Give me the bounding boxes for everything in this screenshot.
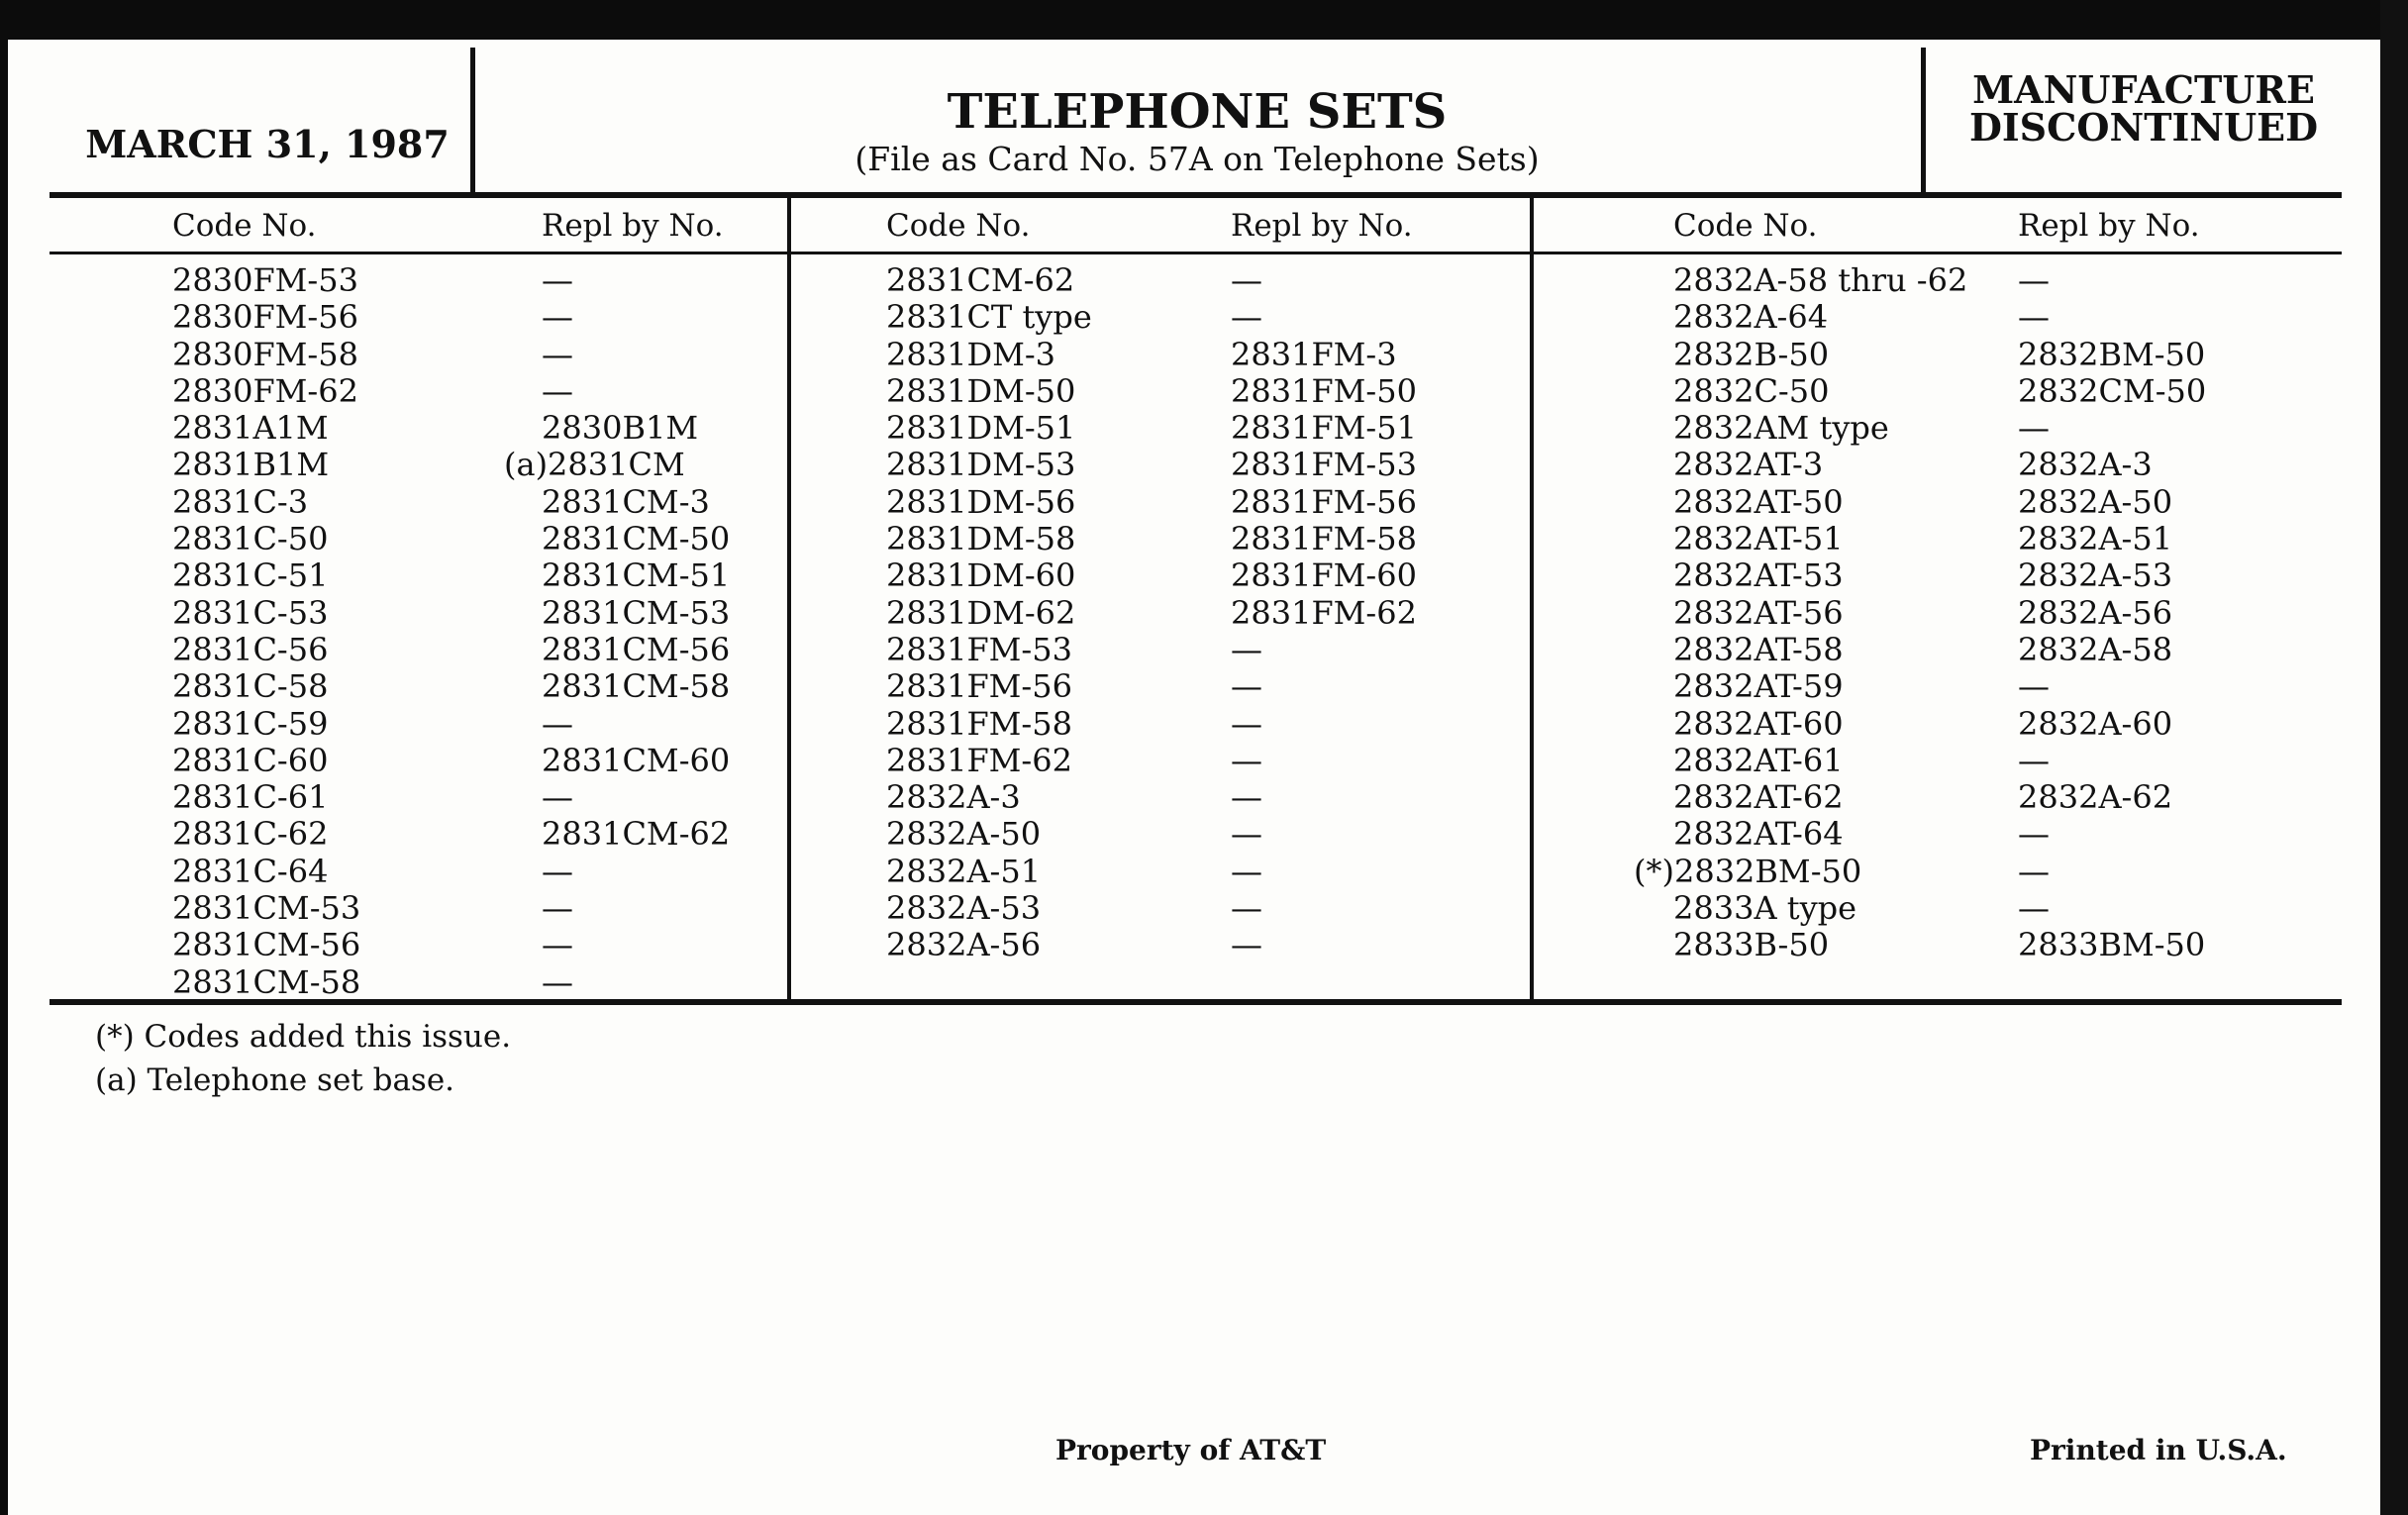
footnote-set-base: (a) Telephone set base. bbox=[95, 1062, 455, 1098]
replacement-number: — bbox=[1231, 852, 1262, 890]
column-header-code-1: Code No. bbox=[172, 208, 317, 244]
footnote-added-codes: (*) Codes added this issue. bbox=[95, 1019, 512, 1055]
code-number: 2831DM-60 bbox=[886, 556, 1076, 595]
replacement-number: 2832A-50 bbox=[2018, 482, 2173, 521]
replacement-number: — bbox=[542, 261, 573, 299]
code-number: 2831FM-58 bbox=[886, 704, 1072, 743]
header-row-rule bbox=[50, 252, 2342, 254]
code-number: 2830FM-58 bbox=[172, 335, 358, 373]
code-number: 2832A-3 bbox=[886, 778, 1021, 817]
code-number: 2830FM-62 bbox=[172, 371, 358, 410]
table-section-1 bbox=[172, 262, 747, 1001]
code-number: 2831C-3 bbox=[172, 482, 309, 521]
code-number: 2832AT-62 bbox=[1673, 778, 1844, 817]
table-row bbox=[1673, 410, 2307, 447]
replacement-number: — bbox=[542, 889, 573, 928]
table-row bbox=[1673, 890, 2307, 927]
table-row bbox=[172, 964, 747, 1001]
code-number: 2831C-59 bbox=[172, 704, 329, 743]
replacement-number: — bbox=[2018, 667, 2050, 706]
code-number: 2833A type bbox=[1673, 889, 1857, 928]
replacement-number: 2831FM-50 bbox=[1231, 371, 1417, 410]
table-row bbox=[886, 484, 1480, 521]
replacement-number: — bbox=[2018, 815, 2050, 854]
replacement-number: 2832A-58 bbox=[2018, 630, 2173, 668]
replacement-number: — bbox=[1231, 889, 1262, 928]
code-number: 2832AT-60 bbox=[1673, 704, 1844, 743]
table-row bbox=[1673, 668, 2307, 705]
replacement-number: — bbox=[542, 371, 573, 410]
code-number: 2831CM-62 bbox=[886, 261, 1075, 299]
table-row bbox=[172, 706, 747, 743]
table-row bbox=[172, 854, 747, 890]
table-row bbox=[886, 816, 1480, 853]
table-row bbox=[886, 447, 1480, 483]
table-row bbox=[172, 927, 747, 963]
code-number: 2831C-60 bbox=[172, 741, 329, 779]
table-row bbox=[886, 410, 1480, 447]
code-number: 2832A-58 thru -62 bbox=[1673, 261, 1968, 299]
table-row bbox=[1673, 779, 2307, 816]
code-number: 2831C-62 bbox=[172, 815, 329, 854]
table-row bbox=[886, 337, 1480, 373]
replacement-number: 2831CM-50 bbox=[542, 520, 731, 558]
code-number: 2831C-53 bbox=[172, 593, 329, 632]
code-number: 2831C-61 bbox=[172, 778, 329, 817]
replacement-number: — bbox=[542, 852, 573, 890]
replacement-number: — bbox=[1231, 667, 1262, 706]
code-number: 2831DM-58 bbox=[886, 520, 1076, 558]
table-row bbox=[172, 595, 747, 632]
replacement-number: 2831FM-56 bbox=[1231, 482, 1417, 521]
column-divider-2 bbox=[1530, 196, 1534, 1003]
replacement-number: — bbox=[1231, 630, 1262, 668]
replacement-number: — bbox=[2018, 889, 2050, 928]
code-number: 2832A-51 bbox=[886, 852, 1042, 890]
code-number: 2832A-64 bbox=[1673, 298, 1829, 337]
replacement-number: 2831CM-51 bbox=[542, 556, 731, 595]
replacement-number: — bbox=[542, 335, 573, 373]
replacement-number: 2831CM-60 bbox=[542, 741, 731, 779]
code-number: 2831DM-51 bbox=[886, 409, 1076, 448]
code-number: 2831C-51 bbox=[172, 556, 329, 595]
code-number: 2830FM-53 bbox=[172, 261, 358, 299]
table-row bbox=[172, 743, 747, 779]
replacement-number: 2831CM-3 bbox=[542, 482, 710, 521]
table-row bbox=[886, 890, 1480, 927]
code-number: 2830FM-56 bbox=[172, 298, 358, 337]
status-line-2: DISCONTINUED bbox=[1968, 105, 2319, 150]
replacement-number: — bbox=[1231, 741, 1262, 779]
code-number: 2831A1M bbox=[172, 409, 329, 448]
replacement-number: 2832A-51 bbox=[2018, 520, 2173, 558]
table-row bbox=[1673, 521, 2307, 557]
code-number: 2831C-50 bbox=[172, 520, 329, 558]
replacement-number: 2831CM-53 bbox=[542, 593, 731, 632]
replacement-number: — bbox=[542, 704, 573, 743]
code-number: 2832AT-61 bbox=[1673, 741, 1844, 779]
code-number: 2831CT type bbox=[886, 298, 1092, 337]
table-row bbox=[172, 779, 747, 816]
code-number: 2832AT-64 bbox=[1673, 815, 1844, 854]
code-number: 2831DM-3 bbox=[886, 335, 1056, 373]
table-row bbox=[1673, 595, 2307, 632]
code-number: 2832AT-59 bbox=[1673, 667, 1844, 706]
replacement-number: 2832A-56 bbox=[2018, 593, 2173, 632]
replacement-number: — bbox=[2018, 409, 2050, 448]
footnotes bbox=[95, 1015, 511, 1102]
replacement-number: 2830B1M bbox=[542, 409, 699, 448]
replacement-number: 2832CM-50 bbox=[2018, 371, 2207, 410]
table-row bbox=[1673, 262, 2307, 299]
replacement-number: 2832A-62 bbox=[2018, 778, 2173, 817]
replacement-number: — bbox=[1231, 261, 1262, 299]
status-line-1: MANUFACTURE bbox=[1972, 67, 2315, 112]
replacement-number: 2831FM-58 bbox=[1231, 520, 1417, 558]
code-number: 2832AM type bbox=[1673, 409, 1889, 448]
property-notice: Property of AT&T bbox=[1055, 1434, 1327, 1466]
code-number: 2831B1M bbox=[172, 446, 330, 484]
table-row bbox=[1673, 927, 2307, 963]
document-title: TELEPHONE SETS bbox=[947, 84, 1448, 140]
table-row bbox=[1673, 484, 2307, 521]
replacement-number: 2832A-60 bbox=[2018, 704, 2173, 743]
table-row bbox=[886, 299, 1480, 336]
column-divider-1 bbox=[787, 196, 791, 1003]
table-row bbox=[172, 890, 747, 927]
table-row bbox=[886, 557, 1480, 594]
column-header-repl-1: Repl by No. bbox=[542, 208, 724, 244]
table-row bbox=[886, 854, 1480, 890]
table-row bbox=[886, 743, 1480, 779]
table-row bbox=[1634, 852, 2307, 890]
replacement-number: 2832BM-50 bbox=[2018, 335, 2206, 373]
replacement-number: — bbox=[1231, 778, 1262, 817]
code-number: 2831FM-53 bbox=[886, 630, 1072, 668]
replacement-number: — bbox=[542, 298, 573, 337]
table-row bbox=[886, 779, 1480, 816]
code-number: (*)2832BM-50 bbox=[1634, 852, 1862, 890]
code-number: 2832AT-56 bbox=[1673, 593, 1844, 632]
scan-edge bbox=[2380, 0, 2408, 1515]
column-header-code-2: Code No. bbox=[886, 208, 1031, 244]
table-row bbox=[886, 521, 1480, 557]
code-number: 2831CM-56 bbox=[172, 926, 361, 964]
code-number: 2832AT-51 bbox=[1673, 520, 1844, 558]
replacement-number: 2832A-3 bbox=[2018, 446, 2153, 484]
code-number: 2831C-56 bbox=[172, 630, 329, 668]
table-row bbox=[172, 484, 747, 521]
code-number: 2832A-53 bbox=[886, 889, 1042, 928]
replacement-number: 2831CM-56 bbox=[542, 630, 731, 668]
code-number: 2831C-64 bbox=[172, 852, 329, 890]
table-section-2 bbox=[886, 262, 1480, 964]
table-row bbox=[172, 668, 747, 705]
replacement-number: 2833BM-50 bbox=[2018, 926, 2206, 964]
code-number: 2831C-58 bbox=[172, 667, 329, 706]
replacement-number: — bbox=[542, 778, 573, 817]
replacement-number: — bbox=[1231, 926, 1262, 964]
table-row bbox=[1673, 299, 2307, 336]
replacement-number: — bbox=[1231, 704, 1262, 743]
document-subtitle: (File as Card No. 57A on Telephone Sets) bbox=[854, 140, 1540, 179]
table-row bbox=[1673, 743, 2307, 779]
table-row bbox=[172, 447, 747, 483]
code-number: 2832A-56 bbox=[886, 926, 1042, 964]
replacement-number: 2832A-53 bbox=[2018, 556, 2173, 595]
code-number: 2832AT-3 bbox=[1673, 446, 1824, 484]
column-header-repl-3: Repl by No. bbox=[2018, 208, 2200, 244]
table-top-rule bbox=[50, 192, 2342, 198]
table-row bbox=[886, 706, 1480, 743]
code-number: 2831FM-56 bbox=[886, 667, 1072, 706]
table-row bbox=[172, 632, 747, 668]
replacement-number: 2831FM-51 bbox=[1231, 409, 1417, 448]
status-label bbox=[1936, 67, 2352, 150]
printed-notice: Printed in U.S.A. bbox=[2030, 1434, 2287, 1466]
code-number: 2831DM-50 bbox=[886, 371, 1076, 410]
code-number: 2831CM-53 bbox=[172, 889, 361, 928]
table-row bbox=[172, 557, 747, 594]
column-header-code-3: Code No. bbox=[1673, 208, 1818, 244]
table-row bbox=[1673, 632, 2307, 668]
code-number: 2831DM-56 bbox=[886, 482, 1076, 521]
header-divider-right bbox=[1921, 48, 1926, 196]
table-row bbox=[1673, 337, 2307, 373]
code-number: 2832AT-50 bbox=[1673, 482, 1844, 521]
table-row bbox=[886, 632, 1480, 668]
table-row bbox=[172, 262, 747, 299]
table-row bbox=[172, 299, 747, 336]
replacement-number: — bbox=[2018, 741, 2050, 779]
replacement-number: — bbox=[1231, 298, 1262, 337]
replacement-number: — bbox=[2018, 852, 2050, 890]
replacement-number: — bbox=[2018, 298, 2050, 337]
table-row bbox=[1673, 557, 2307, 594]
table-row bbox=[172, 410, 747, 447]
replacement-number: — bbox=[542, 926, 573, 964]
table-row bbox=[1673, 706, 2307, 743]
replacement-number: 2831FM-62 bbox=[1231, 593, 1417, 632]
column-header-repl-2: Repl by No. bbox=[1231, 208, 1413, 244]
replacement-number: 2831FM-53 bbox=[1231, 446, 1417, 484]
table-row bbox=[886, 927, 1480, 963]
code-number: 2831CM-58 bbox=[172, 962, 361, 1001]
code-number: 2831DM-62 bbox=[886, 593, 1076, 632]
table-row bbox=[172, 521, 747, 557]
table-row bbox=[1673, 373, 2307, 410]
table-row bbox=[886, 262, 1480, 299]
code-number: 2832AT-58 bbox=[1673, 630, 1844, 668]
issue-date: MARCH 31, 1987 bbox=[85, 121, 450, 166]
table-row bbox=[172, 337, 747, 373]
table-row bbox=[1673, 816, 2307, 853]
code-number: 2832AT-53 bbox=[1673, 556, 1844, 595]
table-row bbox=[172, 373, 747, 410]
table-row bbox=[886, 595, 1480, 632]
code-number: 2832A-50 bbox=[886, 815, 1042, 854]
table-row bbox=[1673, 447, 2307, 483]
replacement-number: — bbox=[542, 962, 573, 1001]
document-title-block bbox=[470, 85, 1924, 179]
table-section-3 bbox=[1634, 261, 2307, 964]
table-row bbox=[886, 668, 1480, 705]
table-row bbox=[886, 373, 1480, 410]
replacement-number: 2831CM-62 bbox=[542, 815, 731, 854]
code-number: 2831FM-62 bbox=[886, 741, 1072, 779]
code-number: 2832B-50 bbox=[1673, 335, 1830, 373]
replacement-number: 2831FM-60 bbox=[1231, 556, 1417, 595]
code-number: 2833B-50 bbox=[1673, 926, 1830, 964]
replacement-number: (a)2831CM bbox=[504, 446, 685, 484]
replacement-number: — bbox=[1231, 815, 1262, 854]
replacement-number: 2831FM-3 bbox=[1231, 335, 1397, 373]
replacement-number: 2831CM-58 bbox=[542, 667, 731, 706]
code-number: 2831DM-53 bbox=[886, 446, 1076, 484]
table-row bbox=[172, 816, 747, 853]
code-number: 2832C-50 bbox=[1673, 371, 1830, 410]
replacement-number: — bbox=[2018, 261, 2050, 299]
